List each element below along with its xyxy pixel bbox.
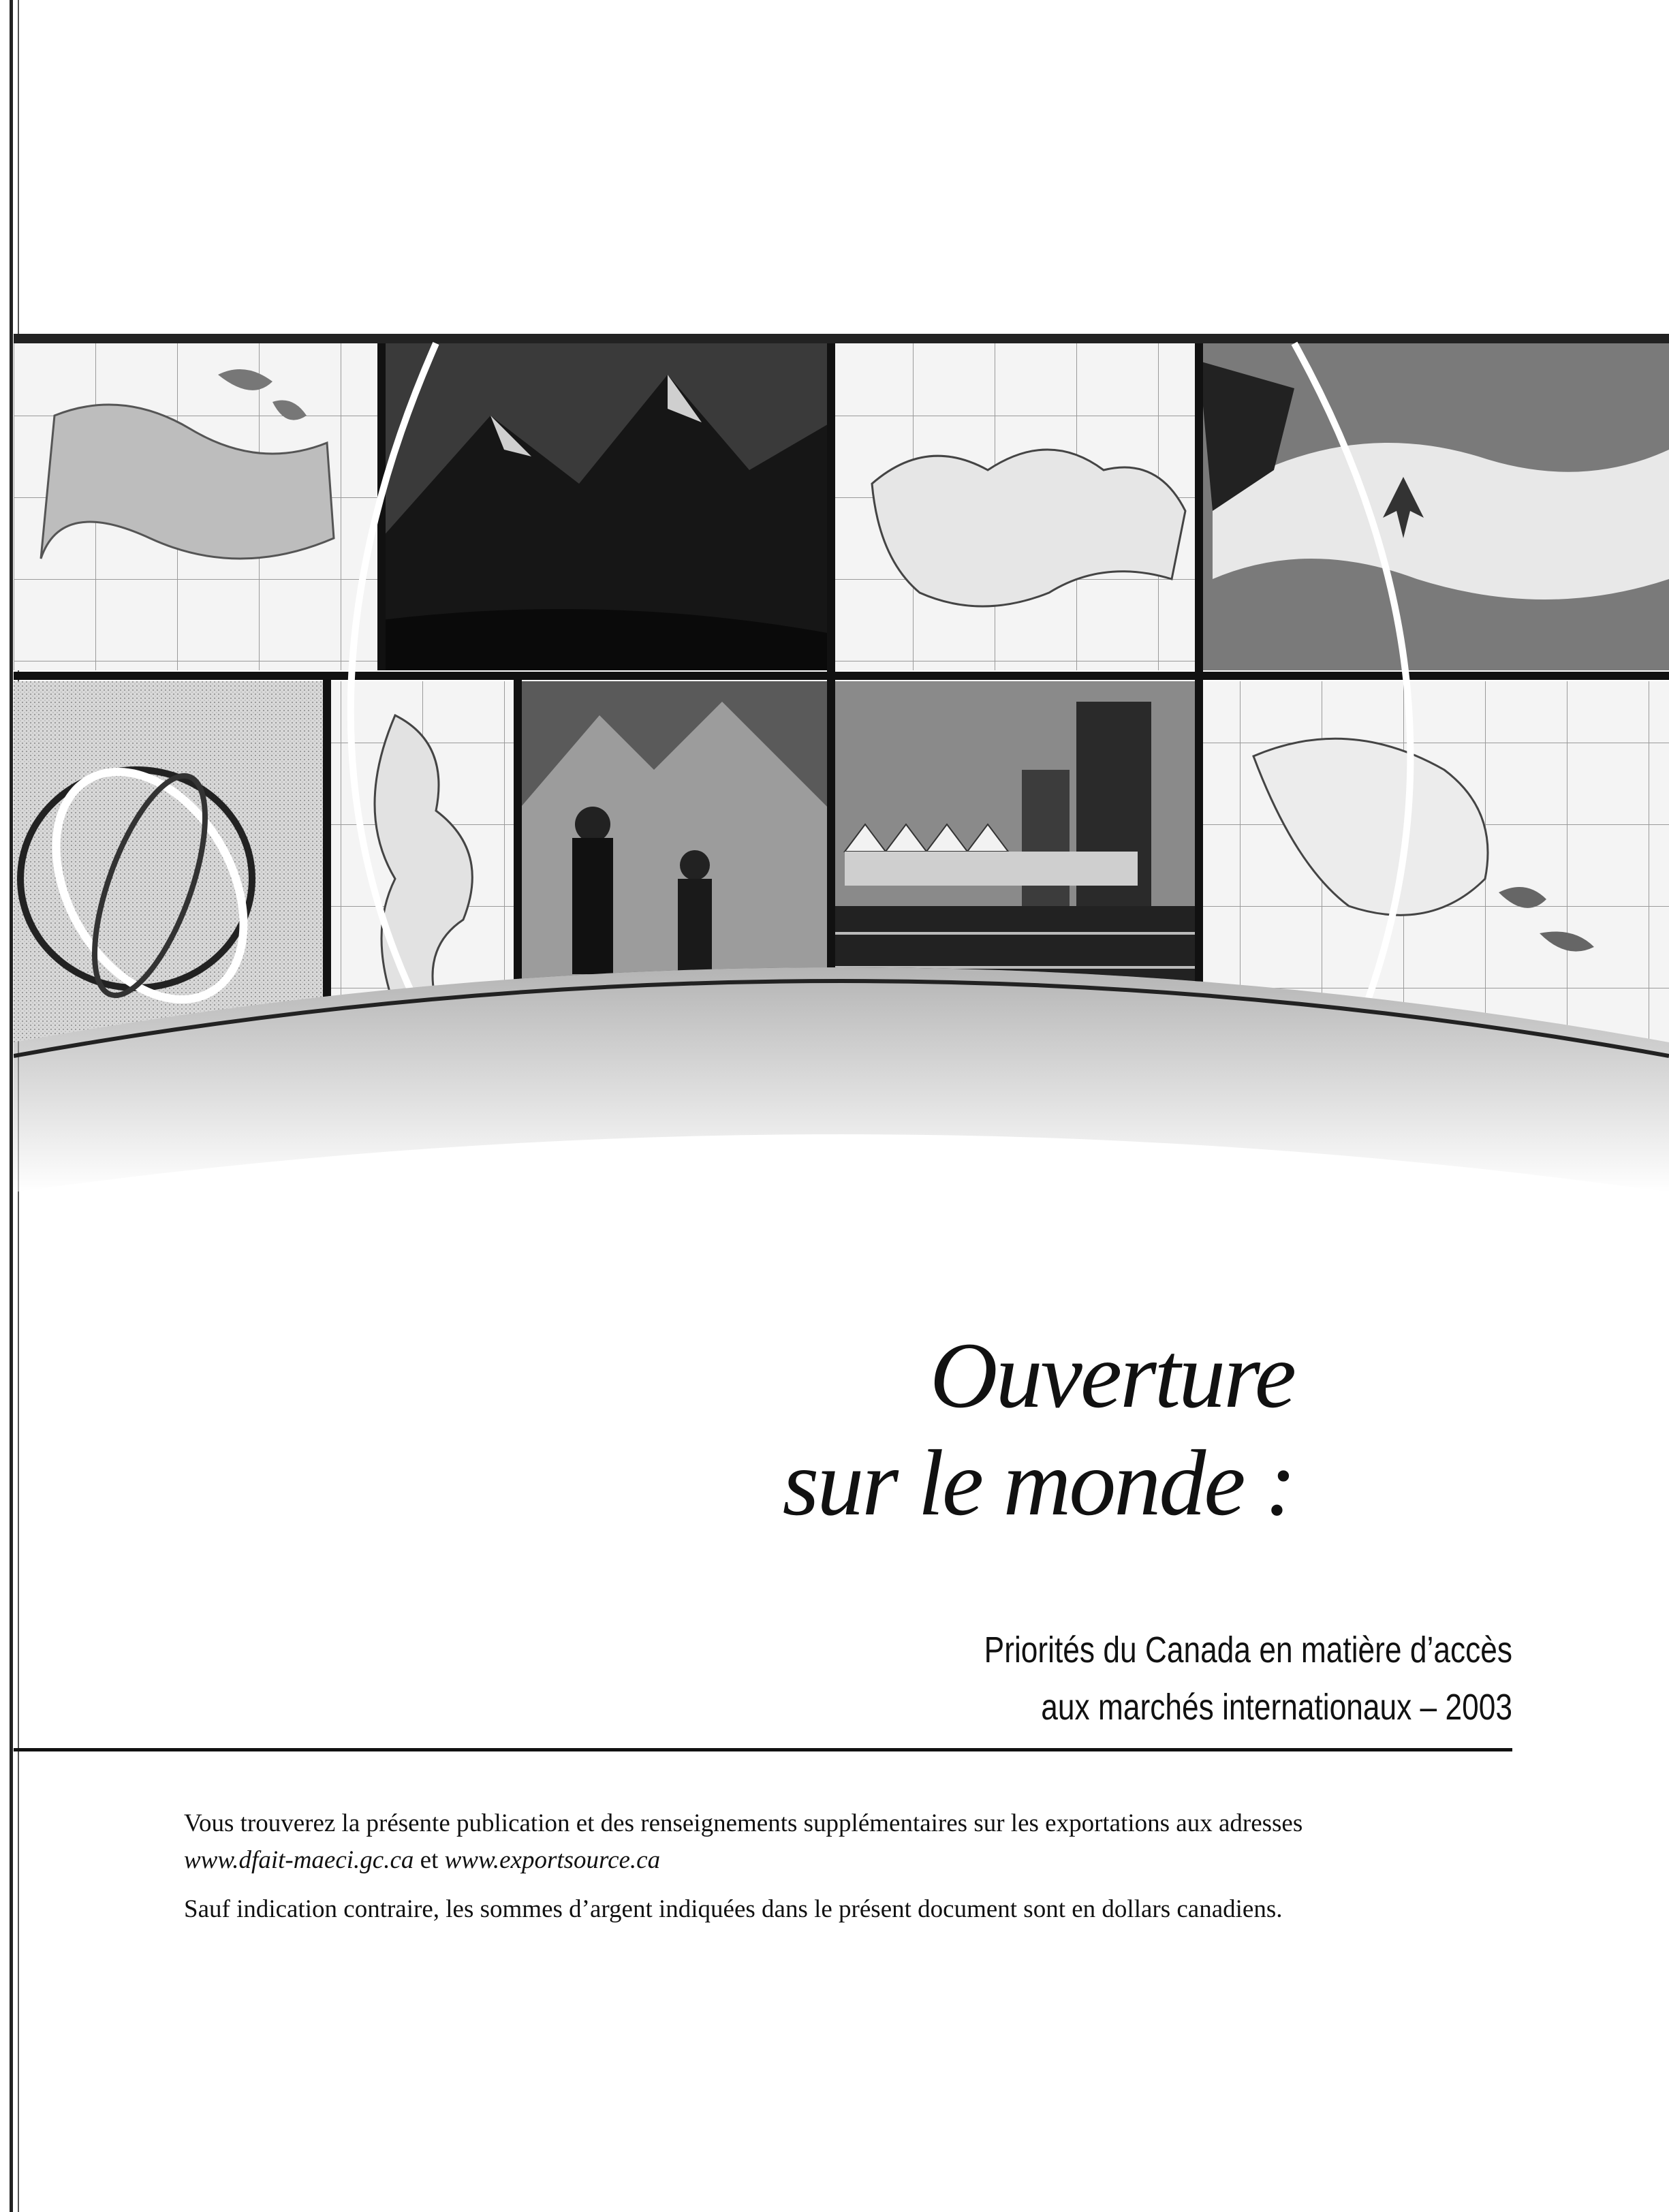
- publication-note-text: Vous trouverez la présente publication et des renseignements supplémentaires sur les exportations aux adresses: [184, 1809, 1303, 1837]
- title-line-1: Ouverture: [929, 1323, 1294, 1427]
- photo-montage-banner: [14, 334, 1669, 1192]
- url-connector: et: [420, 1846, 439, 1874]
- panel-world-map-europe: [831, 343, 1199, 670]
- cover-notes: [184, 1805, 1478, 1940]
- page-left-edge: [10, 0, 13, 2212]
- publication-note: [184, 1805, 1478, 1879]
- panel-maple-leaf-flag: [1199, 343, 1669, 670]
- cover-subtitle: [681, 1621, 1512, 1736]
- subtitle-line-2: aux marchés internationaux – 2003: [1041, 1687, 1512, 1728]
- panel-world-map-arctic: [14, 343, 381, 670]
- panel-mountain-landscape: [381, 343, 831, 670]
- banner-graphic: [14, 334, 1669, 1192]
- exportsource-url-link[interactable]: www.exportsource.ca: [444, 1846, 661, 1874]
- subtitle-line-1: Priorités du Canada en matière d’accès: [984, 1630, 1512, 1670]
- currency-note: Sauf indication contraire, les sommes d’argent indiquées dans le présent document sont en dollars canadiens.: [184, 1895, 1283, 1923]
- horizontal-rule: [14, 1748, 1512, 1751]
- title-line-2: sur le monde :: [782, 1431, 1294, 1535]
- cover-title: [613, 1322, 1294, 1537]
- dfait-url-link[interactable]: www.dfait-maeci.gc.ca: [184, 1846, 414, 1874]
